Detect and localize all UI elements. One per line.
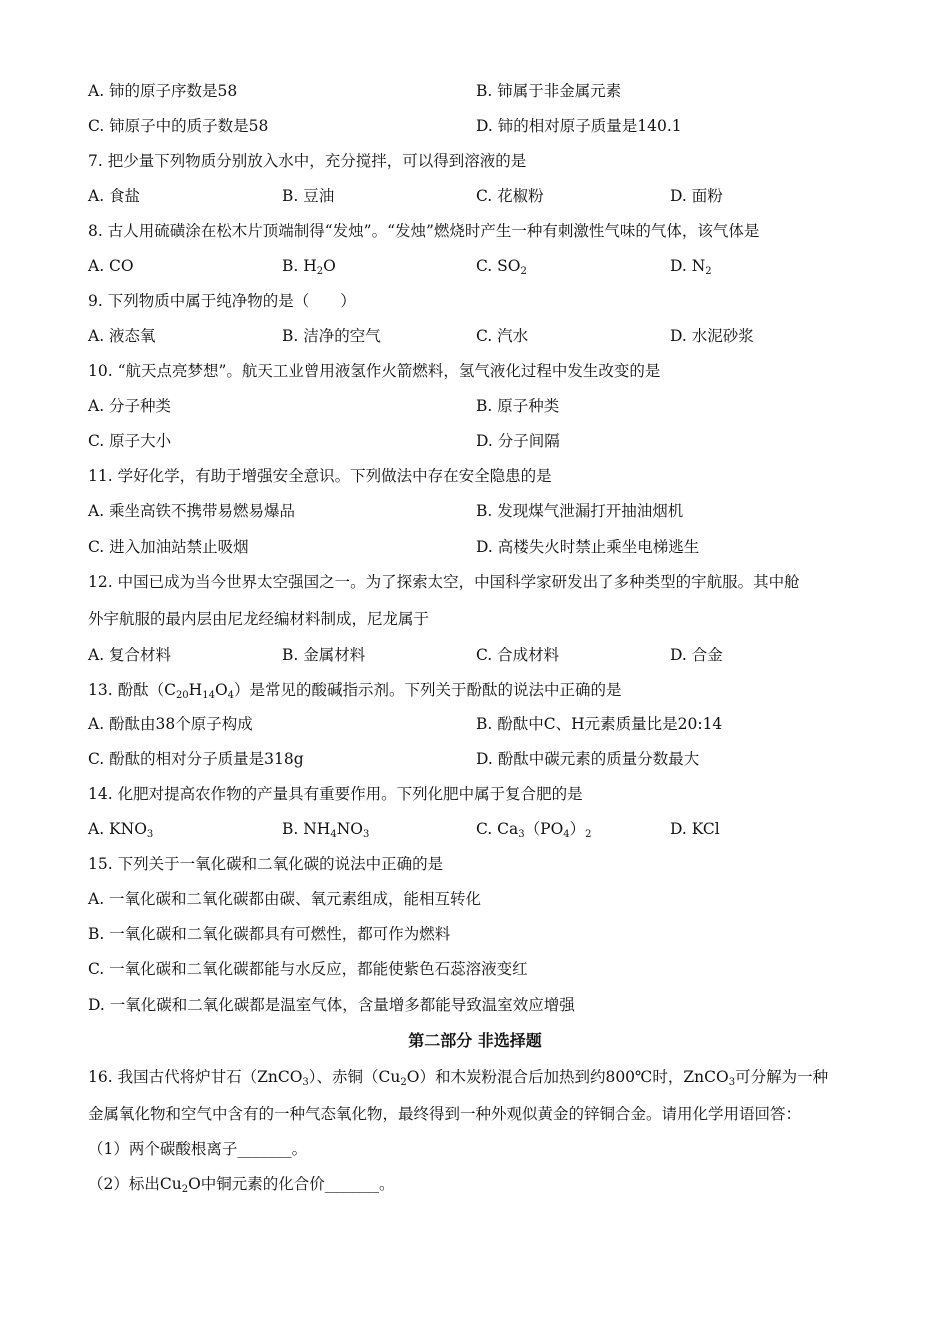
option-a: A. 一氧化碳和二氧化碳都由碳、氧元素组成，能相互转化 [88, 890, 482, 908]
option-c: C. 酚酞的相对分子质量是318g [88, 750, 304, 768]
option-a: A. CO [88, 257, 134, 275]
option-c: C. 花椒粉 [476, 187, 544, 205]
option-c: C. 汽水 [476, 327, 529, 345]
option-a: A. 乘坐高铁不携带易燃易爆品 [88, 502, 296, 520]
option-c: C. 进入加油站禁止吸烟 [88, 538, 249, 556]
option-b: B. 一氧化碳和二氧化碳都具有可燃性，都可作为燃料 [88, 925, 451, 943]
option-a: A. 酚酞由38个原子构成 [88, 715, 253, 733]
question-16-stem-cont: 金属氧化物和空气中含有的一种气态氧化物，最终得到一种外观似黄金的锌铜合金。请用化学用语回答： [88, 1105, 802, 1123]
question-10-stem: 10. “航天点亮梦想”。航天工业曾用液氢作火箭燃料，氢气液化过程中发生改变的是 [88, 362, 661, 380]
section-heading: 第二部分 非选择题 [408, 1031, 542, 1050]
option-c: C. $Ca_3(PO_4)_2$ [476, 820, 592, 840]
option-b: B. 洁净的空气 [282, 327, 381, 345]
option-d: D. 水泥砂浆 [670, 327, 754, 345]
sub-question-1: （1）两个碳酸根离子_______。 [88, 1140, 308, 1158]
option-c: C. 铈原子中的质子数是58 [88, 117, 269, 135]
option-d: D. 一氧化碳和二氧化碳都是温室气体，含量增多都能导致温室效应增强 [88, 996, 575, 1014]
option-d: D. 合金 [670, 646, 723, 664]
sub-question-2: （2）标出$Cu_2O$中铜元素的化合价_______。 [88, 1175, 395, 1195]
option-a: A. 复合材料 [88, 646, 172, 664]
question-14-stem: 14. 化肥对提高农作物的产量具有重要作用。下列化肥中属于复合肥的是 [88, 785, 583, 803]
option-b: B. 酚酞中C、H元素质量比是20:14 [476, 715, 723, 733]
option-d: D. 分子间隔 [476, 432, 560, 450]
option-a: A. $KNO_3$ [88, 820, 154, 840]
option-b: B. $NH_4NO_3$ [282, 820, 370, 840]
question-16-stem: 16. 我国古代将炉甘石（ZnCO$_3$）、赤铜$(Cu_2O)$和木炭粉混合后加热到约800℃时，ZnCO$_3$可分解为一种 [88, 1068, 829, 1088]
option-a: A. 食盐 [88, 187, 141, 205]
option-d: D. 面粉 [670, 187, 723, 205]
option-c: C. 合成材料 [476, 646, 560, 664]
question-7-stem: 7. 把少量下列物质分别放入水中，充分搅拌，可以得到溶液的是 [88, 152, 527, 170]
question-9-stem: 9. 下列物质中属于纯净物的是（ ） [88, 292, 356, 310]
option-a: A. 铈的原子序数是58 [88, 82, 238, 100]
option-a: A. 分子种类 [88, 397, 172, 415]
option-c: C. $SO_2$ [476, 257, 527, 277]
question-12-stem-cont: 外宇航服的最内层由尼龙经编材料制成，尼龙属于 [88, 610, 430, 628]
question-8-stem: 8. 古人用硫磺涂在松木片顶端制得“发烛”。“发烛”燃烧时产生一种有刺激性气味的气体，该气体是 [88, 222, 760, 240]
option-d: D. KCl [670, 820, 720, 838]
option-b: B. 发现煤气泄漏打开抽油烟机 [476, 502, 684, 520]
option-b: B. 金属材料 [282, 646, 366, 664]
option-d: D. 酚酞中碳元素的质量分数最大 [476, 750, 700, 768]
option-a: A. 液态氧 [88, 327, 156, 345]
question-15-stem: 15. 下列关于一氧化碳和二氧化碳的说法中正确的是 [88, 855, 444, 873]
option-d: D. 铈的相对原子质量是140.1 [476, 117, 682, 135]
question-11-stem: 11. 学好化学，有助于增强安全意识。下列做法中存在安全隐患的是 [88, 467, 552, 485]
option-d: D. 高楼失火时禁止乘坐电梯逃生 [476, 538, 700, 556]
option-b: B. 铈属于非金属元素 [476, 82, 622, 100]
question-12-stem: 12. 中国已成为当今世界太空强国之一。为了探索太空，中国科学家研发出了多种类型的宇航服。其中舱 [88, 573, 800, 591]
option-c: C. 一氧化碳和二氧化碳都能与水反应，都能使紫色石蕊溶液变红 [88, 960, 528, 978]
option-b: B. 原子种类 [476, 397, 560, 415]
question-13-stem: 13. 酚酞$(C_{20}H_{14}O_4)$是常见的酸碱指示剂。下列关于酚酞的说法中正确的是 [88, 681, 622, 701]
option-c: C. 原子大小 [88, 432, 172, 450]
option-d: D. $N_2$ [670, 257, 712, 277]
option-b: B. 豆油 [282, 187, 335, 205]
option-b: B. $H_2O$ [282, 257, 336, 277]
